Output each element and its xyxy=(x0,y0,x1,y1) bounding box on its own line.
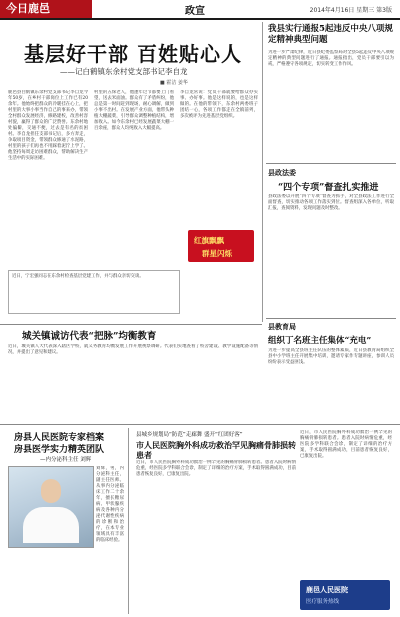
mid-left-body: 近日，城关镇人大代表深入辖区学校，就义务教育均衡发展工作开展视察调研。代表们实地查看了校舍建设、教学设施配备等情况，并提出了意见和建议。 xyxy=(8,344,258,355)
lead-byline: ■ 霍洁 姜华 xyxy=(160,80,188,86)
ad-line-2: 医疗服务热线 xyxy=(306,599,340,605)
lower-right-body: 为进一步提高全县班主任队伍的整体素质，近日县教育局组织全县中小学班主任开展集中培训，邀请专家作专题讲座，参训人员纷纷表示受益匪浅。 xyxy=(268,348,394,365)
hospital-ad xyxy=(300,580,390,610)
doctor-body: 刘辉，男，内分泌科主任，副主任医师。从事内分泌临床工作二十余年，擅长糖尿病、甲状腺疾病及各种内分泌代谢性疾病的诊断和治疗，在本专业领域具有丰富的临床经验。 xyxy=(96,466,124,543)
header-rule xyxy=(0,18,400,20)
middle-right-headline: “四个专项”督查扎实推进 xyxy=(278,183,379,193)
lead-column-3: 李自龙常说：党员干部就要给群众办实事、办好事。他是这样说的，也是这样做的。在他的带领下，东余村两委班子团结一心，各项工作都走在全镇前列，多次被评为先进基层党组织。 xyxy=(180,90,258,119)
bottom-body: 近日，市人民医院胸外科成功救治一例罕见的胸痛骨肺损转患者。患者入院时病情危重，经医院多学科联合会诊，制定了详细的治疗方案，手术取得圆满成功，目前患者恢复良好，已康复出院。 xyxy=(136,460,296,477)
divider xyxy=(266,318,396,319)
lead-column-1: 鹿邑县白鹤镇东余村党支部书记李自龙今年50岁，在乡村干部岗位上工作已有20余年。他始终把群众的冷暖挂在心上，把村里的大事小事当作自己的事来办，带领全村群众发展经济，修路建校，改善村容村貌，赢得了群众的广泛赞誉。东余村地处偏僻，交通不便，过去是有名的贫困村。李自龙担任支部书记后，多方奔走，争取项目资金，带领群众修通了水泥路，村里的孩子们再也不用踩着泥泞上学了。他坚持每周走访困难群众，帮助解决生产生活中的实际困难。 xyxy=(8,90,88,161)
banner-line-1: 红旗飘飘 xyxy=(194,236,224,245)
middle-right-body: 县政法委以开展“四个专项”督查为抓手，对全县政法工作进行全面督查，切实推动各项工作落实到位。督查组深入各单位，听取汇报，查阅资料，发现问题及时整改。 xyxy=(268,194,394,211)
banner-line-2: 群星闪烁 xyxy=(202,249,232,258)
lower-right-headline: 组织丁名班主任集体“充电” xyxy=(268,336,372,346)
right-top-headline: 我县实行通报5起违反中央八项规定精神典型问题 xyxy=(268,24,393,45)
doctor-coat-shape xyxy=(23,507,79,543)
bottom-headline: 市人民医院胸外科成功救治罕见胸痛骨肺损转患者 xyxy=(136,440,296,460)
masthead: 今日鹿邑 xyxy=(0,0,92,18)
bottom-kicker: 县城乡规划局“防范”走廊舞 盛开“红团好客” xyxy=(136,432,243,438)
mid-left-headline: 城关镇诚访代表“把脉”均衡教育 xyxy=(22,331,157,342)
divider xyxy=(0,424,400,425)
doctor-name: —内分泌科主任 刘辉 xyxy=(40,457,92,463)
doctor-title-2: 房县医学实力精英团队 xyxy=(14,445,105,455)
lead-headline: 基层好干部 百姓贴心人 xyxy=(24,42,242,66)
doctor-photo xyxy=(8,466,94,548)
story-tag: 县政法委 xyxy=(268,169,296,177)
ad-line-1: 鹿邑人民医院 xyxy=(306,586,348,594)
divider xyxy=(0,324,262,325)
story-tag: 县教育局 xyxy=(268,323,296,331)
doctor-head-shape xyxy=(41,479,61,503)
lead-subheadline: ——记白鹤镇东余村党支部书记李自龙 xyxy=(60,67,188,76)
banner-ad xyxy=(188,230,254,262)
photo-caption: 近日，宁宏强同志在东余村检查基层党建工作，并与群众亲切交谈。 xyxy=(8,270,180,314)
bottom-body-col2: 近日，市人民医院胸外科成功救治一例罕见的胸痛骨肺损转患者。患者入院时病情危重，经医院多学科联合会诊，制定了详细的治疗方案，手术取得圆满成功，目前患者恢复良好，已康复出院。 xyxy=(300,430,392,459)
right-top-body: 为进一步严肃纪律，近日县纪委监察局对全县5起违反中央八项规定精神的典型问题进行了通报。通报指出，党员干部要引以为戒，严格遵守各项规定，切实转变工作作风。 xyxy=(268,50,394,67)
column-divider xyxy=(128,428,129,614)
doctor-title-1: 房县人民医院专家档案 xyxy=(14,433,105,443)
divider xyxy=(266,163,396,164)
column-divider xyxy=(262,22,263,322)
page-header xyxy=(0,0,400,18)
section-name: 政宣 xyxy=(185,6,205,17)
dateline: 2014年4月16日 星期三 第3版 xyxy=(309,7,392,14)
lead-column-2: 村里的五保老人，他逢年过节都要上门看望，送去米面油。群众有了矛盾纠纷，他总是第一时间赶到现场，耐心调解，做到小事不出村。在发展产业方面，他带头种植大棚蔬菜，引导群众调整种植结构，增加收入。如今东余村已经发展蔬菜大棚一百余座，群众人均纯收入大幅提高。 xyxy=(94,90,174,131)
